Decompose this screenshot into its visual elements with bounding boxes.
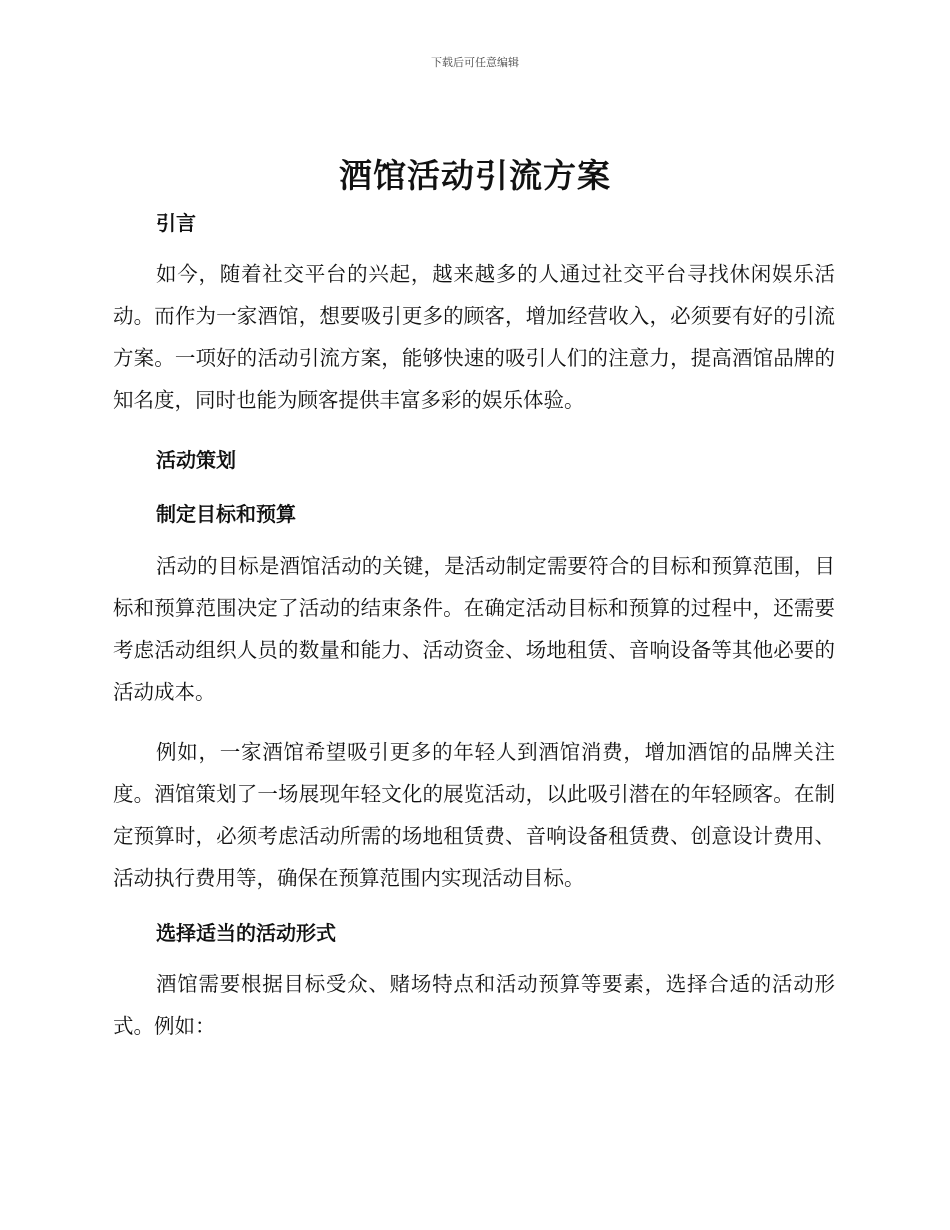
- intro-heading: 引言: [156, 211, 196, 235]
- format-paragraph: 酒馆需要根据目标受众、赌场特点和活动预算等要素，选择合适的活动形式。例如：: [113, 972, 835, 1038]
- goals-paragraph-2: 例如，一家酒馆希望吸引更多的年轻人到酒馆消费，增加酒馆的品牌关注度。酒馆策划了一场展现年轻文化的展览活动，以此吸引潜在的年轻顾客。在制定预算时，必须考虑活动所需的场地租赁费、音响设备租赁费、创意设计费用、活动执行费用等，确保在预算范围内实现活动目标。: [113, 740, 835, 890]
- goals-heading: 制定目标和预算: [156, 502, 296, 526]
- format-heading: 选择适当的活动形式: [156, 921, 336, 945]
- goals-paragraph-1: 活动的目标是酒馆活动的关键，是活动制定需要符合的目标和预算范围，目标和预算范围决定了活动的结束条件。在确定活动目标和预算的过程中，还需要考虑活动组织人员的数量和能力、活动资金、场地租赁、音响设备等其他必要的活动成本。: [113, 554, 835, 704]
- document-title: 酒馆活动引流方案: [339, 156, 611, 195]
- planning-heading: 活动策划: [156, 448, 236, 472]
- page-header: 下载后可任意编辑: [431, 56, 519, 69]
- intro-paragraph: 如今，随着社交平台的兴起，越来越多的人通过社交平台寻找休闲娱乐活动。而作为一家酒馆，想要吸引更多的顾客，增加经营收入，必须要有好的引流方案。一项好的活动引流方案，能够快速的吸引人们的注意力，提高酒馆品牌的知名度，同时也能为顾客提供丰富多彩的娱乐体验。: [113, 262, 835, 412]
